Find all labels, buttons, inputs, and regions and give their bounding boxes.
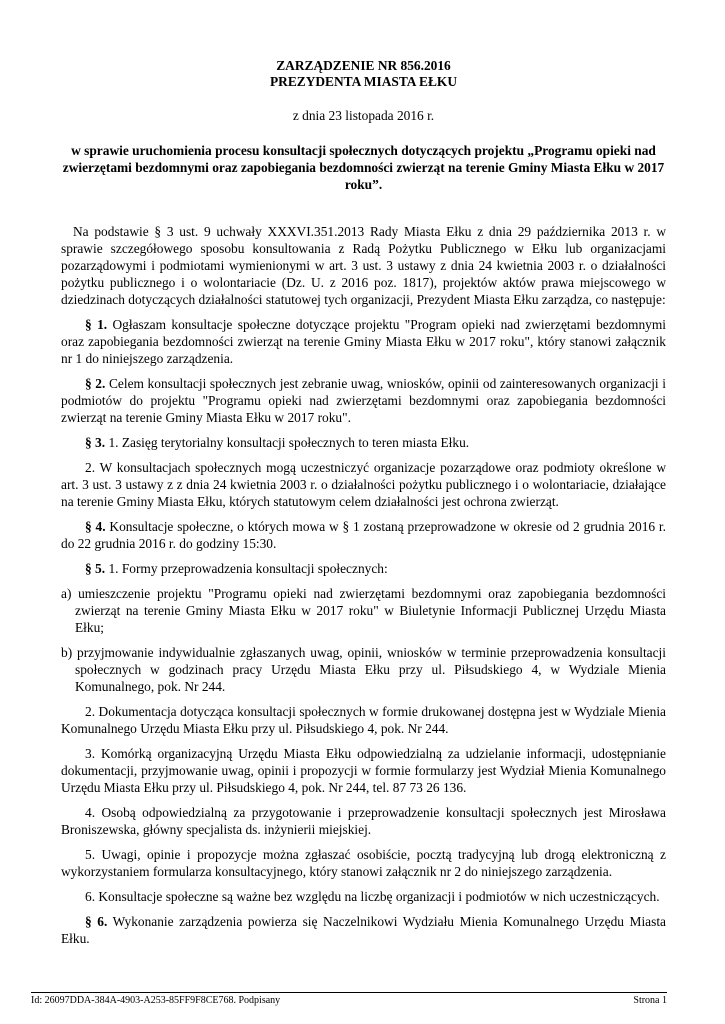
section-4-text: Konsultacje społeczne, o których mowa w § 1 zostaną przeprowadzone w okresie od 2 grudnia 2016 r. do 22 grudnia 2016 r. do godziny 15:30.: [61, 519, 666, 551]
section-6-text: Wykonanie zarządzenia powierza się Naczelnikowi Wydziału Mienia Komunalnego Urzędu Miasta Ełku.: [61, 914, 666, 946]
section-5-item-a: a) umieszczenie projektu "Programu opieki nad zwierzętami bezdomnymi oraz zapobiegania bezdomności zwierząt na terenie Gminy Miasta Ełku w 2017 roku" w Biuletynie Informacji Publicznej Urzędu Miasta Ełku;: [61, 586, 666, 635]
section-1-text: Ogłaszam konsultacje społeczne dotyczące projektu "Program opieki nad zwierzętami bezdomnymi oraz zapobiegania bezdomności zwierząt na terenie Gminy Miasta Ełku w 2017 roku", który stanowi załącznik nr 1 do niniejszego zarządzenia.: [61, 317, 666, 366]
document-date: z dnia 23 listopada 2016 r.: [292, 108, 435, 123]
preamble: Na podstawie § 3 ust. 9 uchwały XXXVI.351.2013 Rady Miasta Ełku z dnia 29 października 2013 r. w sprawie szczegółowego sposobu konsultowania z Radą Pożytku Publicznego w Ełku lub organizacjami pozarządowymi i podmiotami wymienionymi w art. 3 ust. 3 ustawy z dnia 24 kwietnia 2003 r. o działalności pożytku publicznego i o wolontariacie (Dz. U. z 2016 poz. 1817), projektów aktów prawa miejscowego w dziedzinach dotyczących działalności statutowej tych organizacji, Prezydent Miasta Ełku zarządza, co następuje:: [61, 224, 666, 307]
section-2-text: Celem konsultacji społecznych jest zebranie uwag, wniosków, opinii od zainteresowanych organizacji i podmiotów do projektu "Programu opieki nad zwierzętami bezdomnymi oraz zapobiegania bezdomności zwierząt na terenie Gminy Miasta Ełku w 2017 roku".: [61, 376, 666, 425]
section-5-paragraph-2: 2. Dokumentacja dotycząca konsultacji społecznych w formie drukowanej dostępna jest w Wydziale Mienia Komunalnego Urzędu Miasta Ełku przy ul. Piłsudskiego 4, pok. Nr 244.: [61, 704, 666, 736]
section-5-text: 1. Formy przeprowadzenia konsultacji społecznych:: [105, 561, 388, 576]
section-5-paragraph-3: 3. Komórką organizacyjną Urzędu Miasta Ełku odpowiedzialną za udzielanie informacji, udostępnianie dokumentacji, przyjmowanie uwag, opinii i propozycji w formie formularzy jest Wydział Mienia Komunalnego Urzędu Miasta Ełku przy ul. Piłsudskiego 4, pok. Nr 244, tel. 87 73 26 136.: [61, 746, 666, 795]
section-6-mark: § 6.: [85, 914, 108, 929]
section-4: [61, 518, 666, 552]
section-5-paragraph-6: 6. Konsultacje społeczne są ważne bez względu na liczbę organizacji i podmiotów w nich uczestniczących.: [85, 889, 660, 904]
section-5-mark: § 5.: [85, 561, 106, 576]
page-footer: [31, 992, 667, 1008]
document-subject: w sprawie uruchomienia procesu konsultacji społecznych dotyczących projektu „Programu opieki nad zwierzętami bezdomnymi oraz zapobiegania bezdomności zwierząt na terenie Gminy Miasta Ełku w 2017 roku”.: [62, 143, 665, 192]
section-5: [61, 560, 666, 577]
section-3-text: 1. Zasięg terytorialny konsultacji społecznych to teren miasta Ełku.: [105, 435, 470, 450]
section-3-paragraph-2: 2. W konsultacjach społecznych mogą uczestniczyć organizacje pozarządowe oraz podmioty określone w art. 3 ust. 3 ustawy z z dnia 24 kwietnia 2003 r. o działalności pożytku publicznego i o wolontariacie, działające na terenie Gminy Miasta Ełku, których statutowym celem działalności jest ochrona zwierząt.: [61, 460, 666, 509]
section-3: [61, 434, 666, 451]
document-title-line1: ZARZĄDZENIE NR 856.2016: [276, 58, 451, 73]
document-title-line2: PREZYDENTA MIASTA EŁKU: [269, 74, 457, 89]
section-5-paragraph-4: 4. Osobą odpowiedzialną za przygotowanie i przeprowadzenie konsultacji społecznych jest Mirosława Broniszewska, główny specjalista ds. inżynierii miejskiej.: [61, 805, 666, 837]
section-1: [61, 316, 666, 367]
document-page: [61, 0, 666, 947]
section-3-mark: § 3.: [85, 435, 106, 450]
section-4-mark: § 4.: [85, 519, 106, 534]
section-5-paragraph-5: 5. Uwagi, opinie i propozycje można zgłaszać osobiście, pocztą tradycyjną lub drogą elektroniczną z wykorzystaniem formularza konsultacyjnego, który stanowi załącznik nr 2 do niniejszego zarządzenia.: [61, 847, 666, 879]
footer-page-number: Strona 1: [633, 995, 667, 1006]
section-2: [61, 375, 666, 426]
footer-document-id: Id: 26097DDA-384A-4903-A253-85FF9F8CE768. Podpisany: [31, 995, 281, 1006]
section-6: [61, 913, 666, 947]
section-5-item-b: b) przyjmowanie indywidualnie zgłaszanych uwag, opinii, wniosków w terminie przeprowadzenia konsultacji społecznych w godzinach pracy Urzędu Miasta Ełku przy ul. Piłsudskiego 4, w Wydziale Mienia Komunalnego, pok. Nr 244.: [61, 645, 666, 694]
section-2-mark: § 2.: [85, 376, 106, 391]
section-1-mark: § 1.: [85, 317, 108, 332]
